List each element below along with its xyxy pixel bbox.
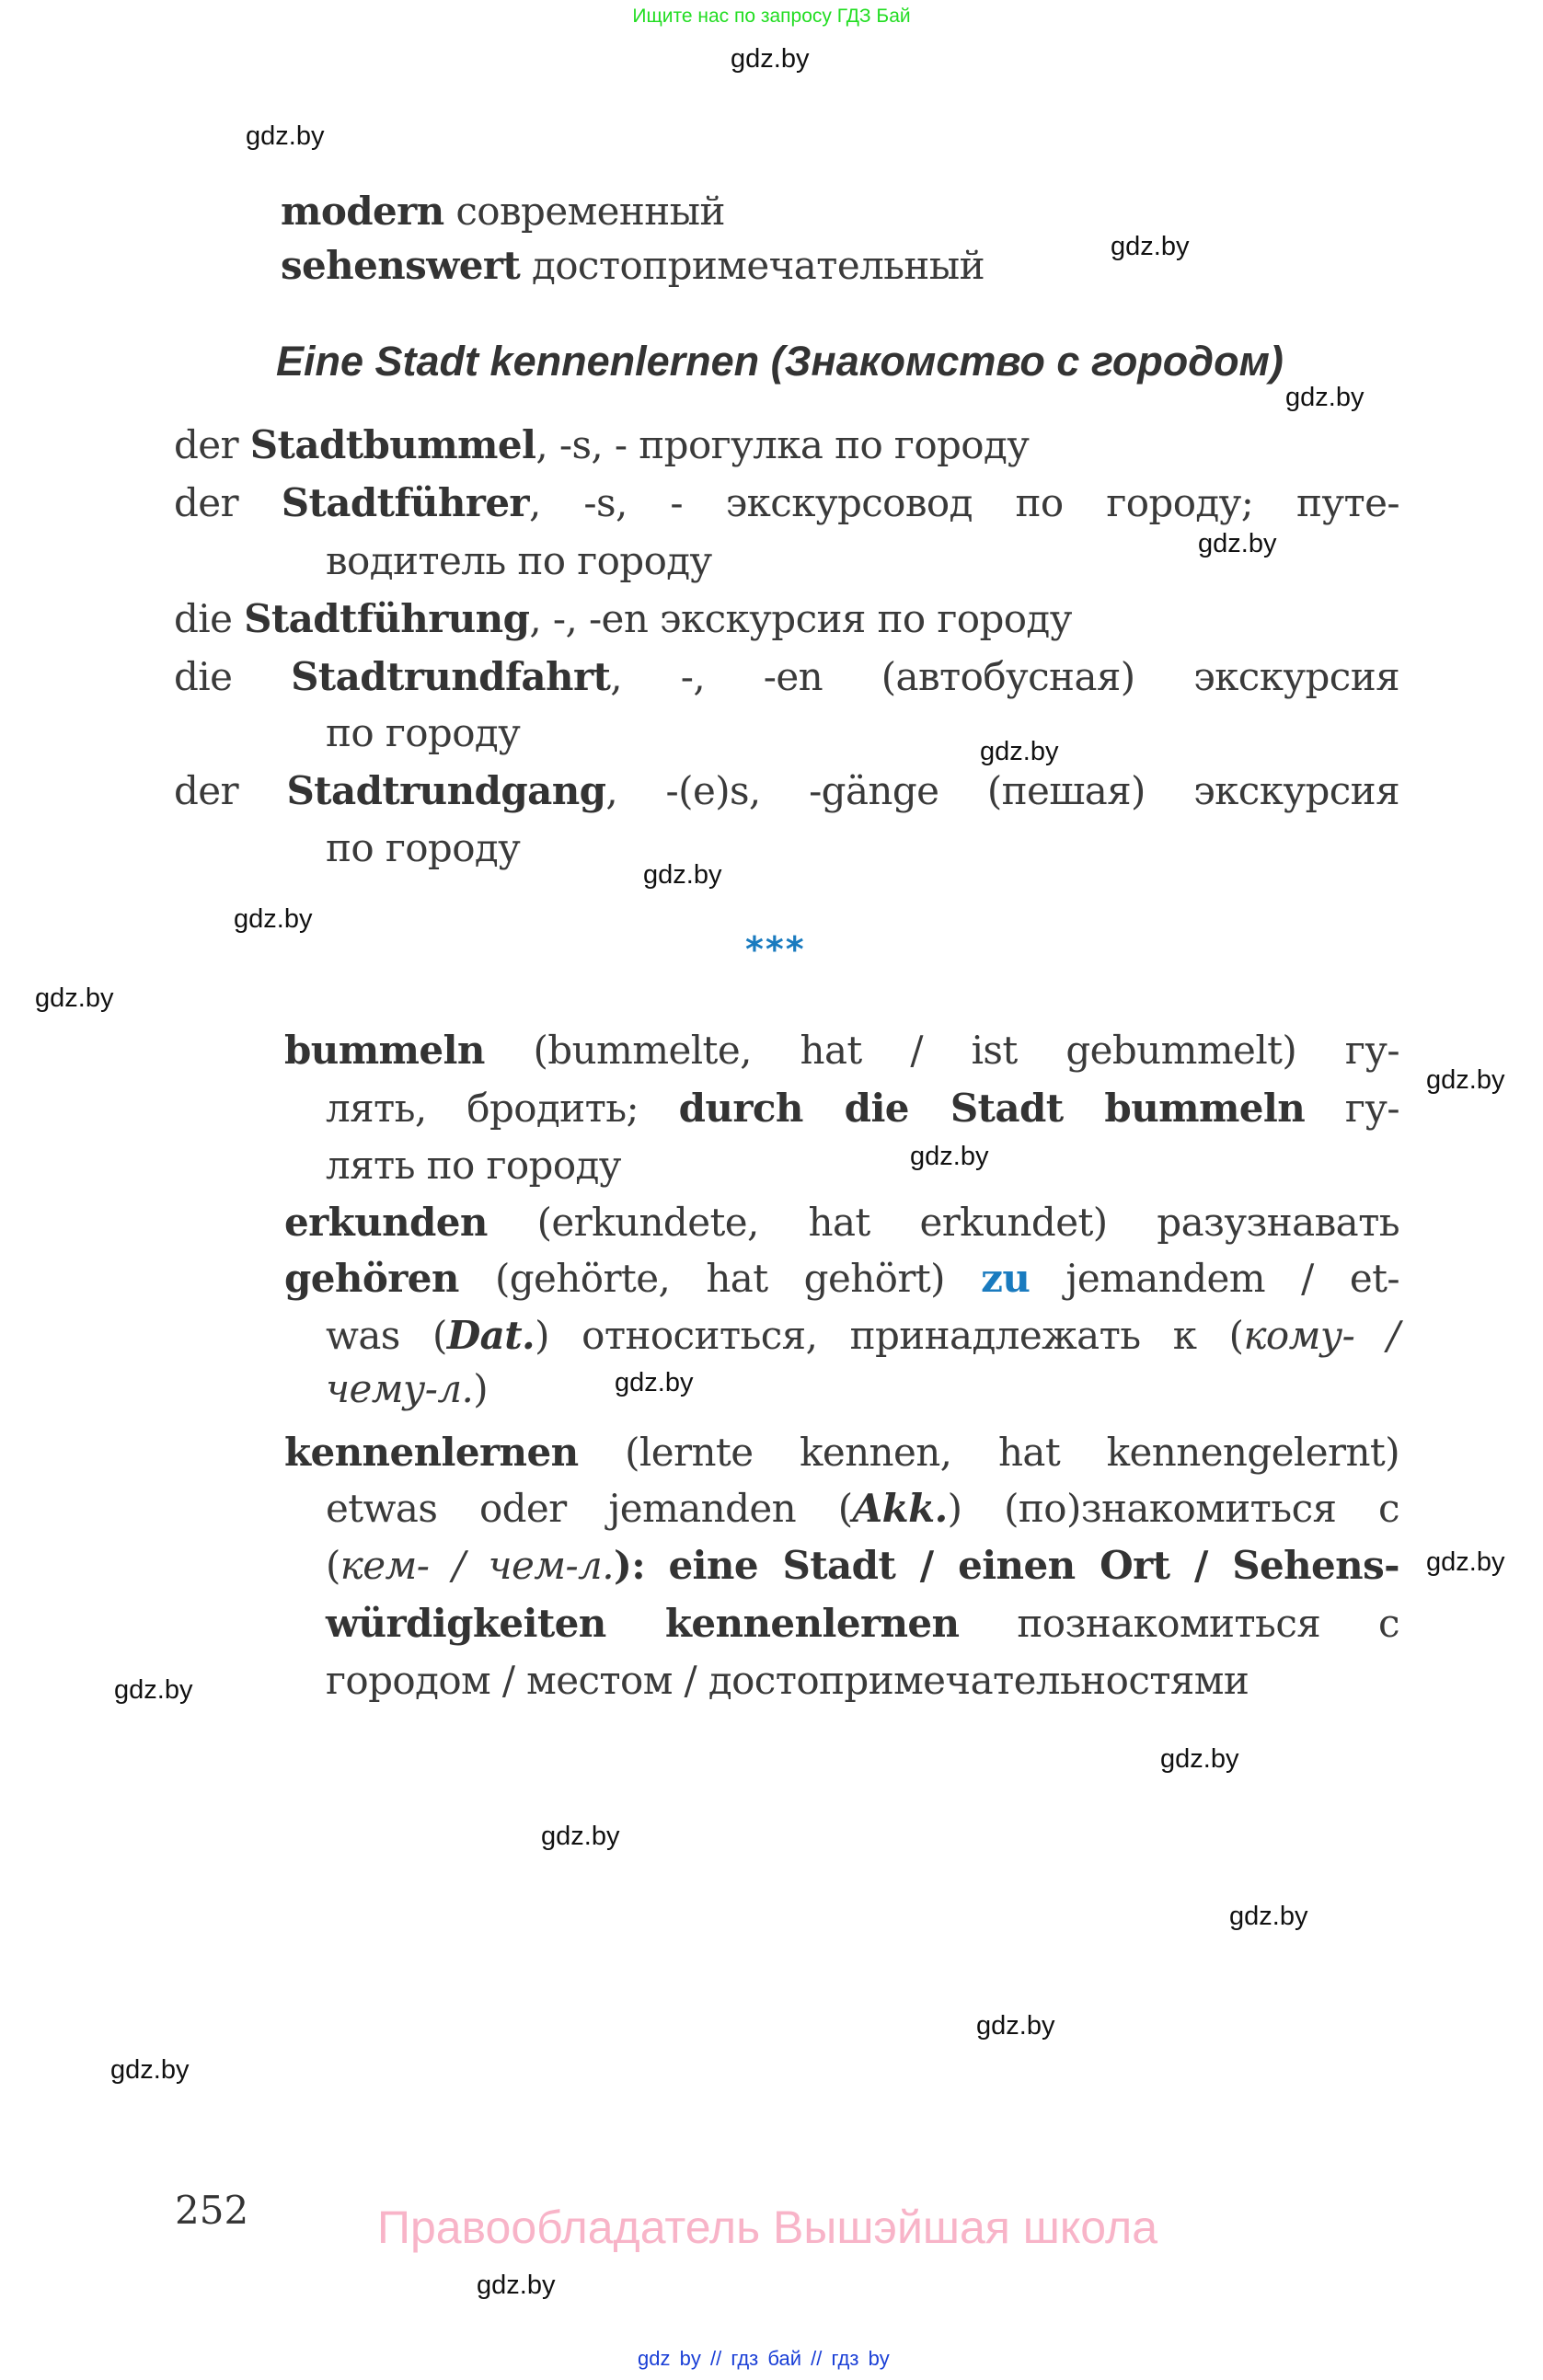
- vocab-entry-modern: [281, 189, 725, 235]
- article: der: [174, 480, 239, 525]
- verb-continuation: городом / местом / достопримечательностями: [326, 1658, 1249, 1703]
- noun-word: Stadtführung: [244, 596, 530, 641]
- watermark-text: gdz.by: [1229, 1902, 1308, 1931]
- case-marker: Akk.: [852, 1486, 948, 1531]
- case-marker: Dat.: [446, 1313, 535, 1358]
- noun-translation: экскурсовод по городу; путе-: [725, 480, 1399, 525]
- watermark-text: gdz.by: [110, 2055, 190, 2085]
- article: der: [174, 768, 239, 813]
- noun-forms: , -(e)s, -gänge: [605, 768, 939, 813]
- verb-continuation: [326, 1366, 488, 1412]
- vocab-translation: достопримечательный: [531, 243, 985, 288]
- watermark-text: gdz.by: [1285, 383, 1365, 412]
- verb-forms: (lernte kennen, hat kennengelernt): [625, 1430, 1399, 1475]
- text: ): [473, 1366, 489, 1411]
- verb-phrase: eine Stadt / einen Ort / Sehens-: [668, 1543, 1399, 1588]
- noun-translation: (пешая) экскурсия: [986, 768, 1399, 813]
- watermark-text: gdz.by: [1111, 232, 1190, 261]
- verb-continuation: [326, 1313, 1399, 1359]
- verb-translation: лять, бродить;: [326, 1086, 639, 1131]
- watermark-text: gdz.by: [1426, 1547, 1505, 1577]
- verb-entry-erkunden: [284, 1200, 1399, 1246]
- watermark-text: gdz.by: [477, 2271, 556, 2300]
- verb-translation: гу-: [1344, 1086, 1399, 1131]
- section-heading: Eine Stadt kennenlernen (Знакомство с городом): [276, 338, 1284, 385]
- noun-forms: , -s, -: [535, 422, 628, 467]
- noun-forms: , -, -en: [529, 596, 649, 641]
- verb-word: kennenlernen: [284, 1430, 579, 1475]
- watermark-text: gdz.by: [615, 1368, 694, 1397]
- vocab-entry-sehenswert: [281, 243, 985, 289]
- verb-forms: (bummelte, hat / ist gebummelt) гу-: [533, 1028, 1399, 1073]
- watermark-text: gdz.by: [731, 44, 810, 74]
- text: etwas oder jemanden (: [326, 1486, 853, 1531]
- article: die: [174, 654, 233, 699]
- verb-object: jemandem / et-: [1065, 1256, 1399, 1301]
- verb-continuation: [326, 1543, 1399, 1589]
- text: (: [326, 1543, 340, 1588]
- noun-word: Stadtrundgang: [286, 768, 606, 813]
- verb-entry-gehoeren: [284, 1256, 1399, 1302]
- vocab-translation: современный: [455, 189, 725, 234]
- noun-forms: , -, -en: [610, 654, 823, 699]
- verb-continuation: лять по городу: [326, 1143, 621, 1188]
- footer-link-gdz-by-cyr[interactable]: гдз by: [831, 2347, 890, 2370]
- watermark-text: gdz.by: [1198, 529, 1277, 558]
- vocab-word: sehenswert: [281, 243, 521, 288]
- watermark-text: gdz.by: [1426, 1065, 1505, 1095]
- noun-entry-stadtrundfahrt: [174, 654, 1399, 700]
- verb-word: erkunden: [284, 1200, 488, 1245]
- verb-translation: ) относиться, принадлежать к (: [535, 1313, 1244, 1358]
- verb-continuation: [326, 1086, 1399, 1132]
- noun-word: Stadtrundfahrt: [291, 654, 611, 699]
- verb-forms: (erkundete, hat erkundet) разузнавать: [536, 1200, 1399, 1245]
- noun-word: Stadtbummel: [249, 422, 536, 467]
- verb-entry-bummeln: [284, 1028, 1399, 1074]
- verb-phrase: durch die Stadt bummeln: [678, 1086, 1306, 1131]
- noun-continuation: по городу: [326, 825, 521, 870]
- noun-entry-stadtbummel: [174, 422, 1399, 468]
- watermark-text: gdz.by: [980, 737, 1059, 766]
- verb-phrase: würdigkeiten kennenlernen: [326, 1601, 960, 1646]
- preposition-zu: zu: [981, 1256, 1031, 1301]
- watermark-text: gdz.by: [643, 860, 722, 890]
- article: die: [174, 596, 233, 641]
- verb-continuation: [326, 1486, 1399, 1532]
- watermark-text: gdz.by: [234, 904, 313, 934]
- watermark-text: gdz.by: [976, 2011, 1055, 2041]
- text: was (: [326, 1313, 447, 1358]
- footer-link-gdz-by[interactable]: gdz by: [638, 2347, 701, 2370]
- verb-translation: познакомиться с: [1017, 1601, 1399, 1646]
- watermark-text: gdz.by: [910, 1142, 989, 1171]
- noun-entry-stadtfuehrung: [174, 596, 1072, 642]
- verb-forms: (gehörte, hat gehört): [494, 1256, 945, 1301]
- footer-link-gdz-bai[interactable]: гдз бай: [731, 2347, 802, 2370]
- watermark-text: gdz.by: [246, 121, 325, 151]
- noun-forms: , -s, -: [528, 480, 683, 525]
- noun-translation: экскурсия по городу: [660, 596, 1072, 641]
- verb-entry-kennenlernen: [284, 1430, 1399, 1476]
- verb-word: gehören: [284, 1256, 459, 1301]
- footer-separator: //: [709, 2347, 722, 2370]
- noun-entry-stadtfuehrer: [174, 480, 1399, 526]
- vocab-word: modern: [281, 189, 444, 234]
- verb-translation: ) (по)знакомиться с: [947, 1486, 1399, 1531]
- noun-translation: (автобусная) экскурсия: [881, 654, 1399, 699]
- page-number: 252: [175, 2188, 249, 2233]
- text: ):: [613, 1543, 646, 1588]
- noun-translation: прогулка по городу: [639, 422, 1030, 467]
- italic-note: кем- / чем-л.: [340, 1543, 614, 1588]
- noun-continuation: по городу: [326, 710, 521, 755]
- watermark-text: gdz.by: [1160, 1744, 1239, 1774]
- italic-note: чему-л.: [326, 1366, 474, 1411]
- search-hint-banner: Ищите нас по запросу ГДЗ Бай: [632, 6, 911, 27]
- noun-continuation: водитель по городу: [326, 538, 712, 583]
- italic-note: кому- /: [1243, 1313, 1400, 1358]
- footer-separator: //: [811, 2347, 823, 2370]
- watermark-text: gdz.by: [35, 983, 114, 1013]
- rights-holder-notice: Правообладатель Вышэйшая школа: [377, 2202, 1157, 2253]
- article: der: [174, 422, 239, 467]
- verb-word: bummeln: [284, 1028, 485, 1073]
- footer-links: [638, 2346, 890, 2372]
- section-separator-asterisks: ***: [745, 929, 806, 970]
- noun-word: Stadtführer: [281, 480, 529, 525]
- watermark-text: gdz.by: [541, 1822, 620, 1851]
- verb-continuation: [326, 1601, 1399, 1647]
- watermark-text: gdz.by: [114, 1675, 193, 1705]
- noun-entry-stadtrundgang: [174, 768, 1399, 814]
